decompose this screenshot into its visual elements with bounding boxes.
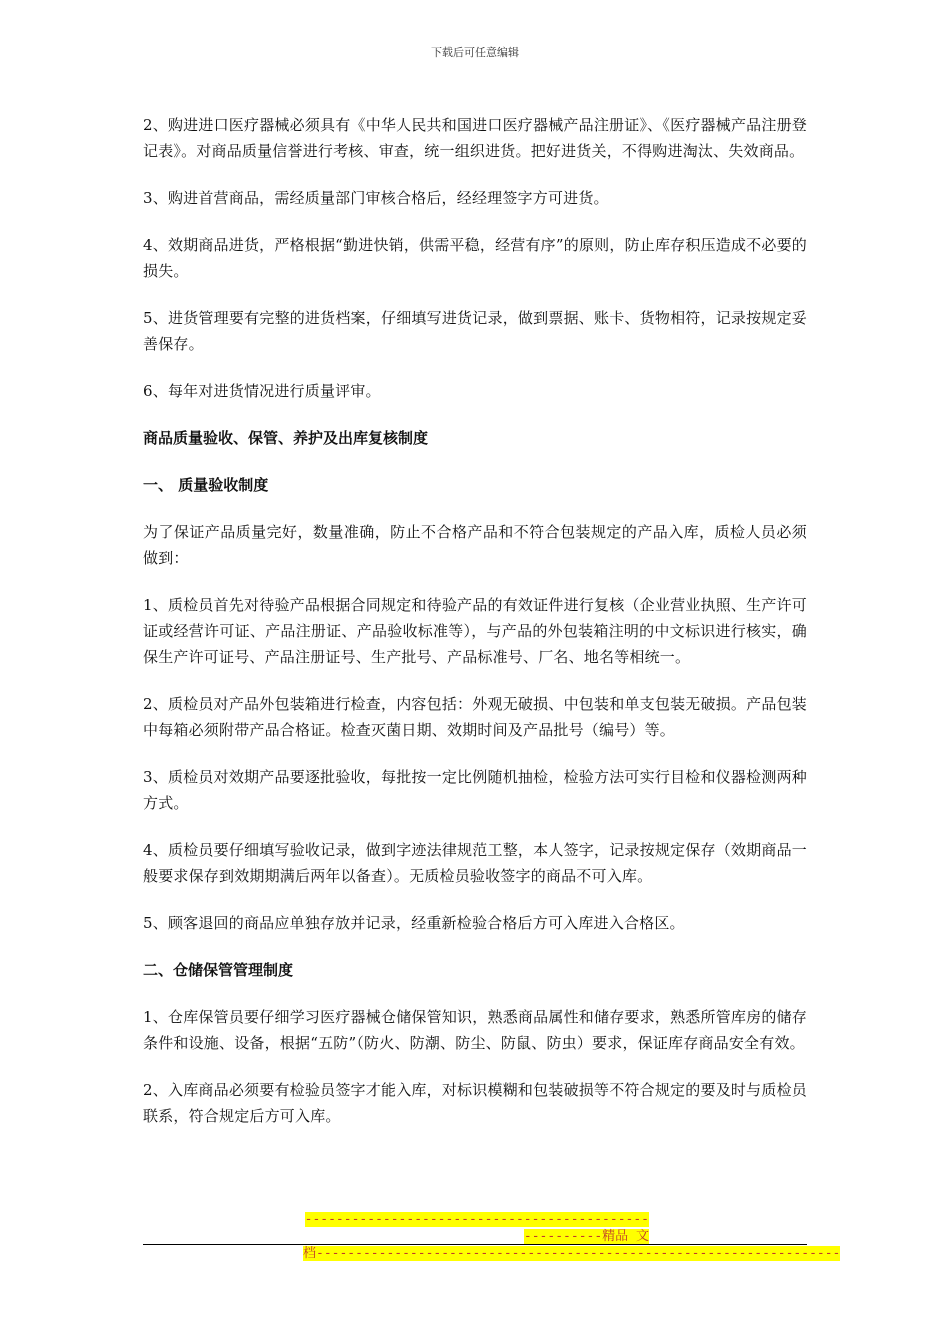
paragraph-import-device-registration: 2、购进进口医疗器械必须具有《中华人民共和国进口医疗器械产品注册证》、《医疗器械产品注册登记表》。对商品质量信誉进行考核、审查，统一组织进货。把好进货关，不得购进淘汰、失效商品。 bbox=[143, 116, 807, 160]
paragraph-purchase-records: 5、进货管理要有完整的进货档案，仔细填写进货记录，做到票据、账卡、货物相符，记录按规定妥善保存。 bbox=[143, 309, 807, 353]
document-body bbox=[143, 112, 807, 1150]
subsection-title-storage: 二、仓储保管管理制度 bbox=[143, 961, 294, 979]
footer-watermark bbox=[303, 1211, 841, 1262]
paragraph-inspection-intro: 为了保证产品质量完好，数量准确，防止不合格产品和不符合包装规定的产品入库，质检人员必须做到： bbox=[143, 523, 807, 567]
paragraph-storage-2: 2、入库商品必须要有检验员签字才能入库，对标识模糊和包装破损等不符合规定的要及时与质检员联系，符合规定后方可入库。 bbox=[143, 1081, 807, 1125]
paragraph-inspection-3: 3、质检员对效期产品要逐批验收，每批按一定比例随机抽检，检验方法可实行目检和仪器检测两种方式。 bbox=[143, 768, 807, 812]
footer-watermark-line-2: 档------------------------------------------------------------------- bbox=[303, 1246, 841, 1261]
paragraph-storage-1: 1、仓库保管员要仔细学习医疗器械仓储保管知识，熟悉商品属性和储存要求，熟悉所管库房的储存条件和设施、设备，根据“五防”（防火、防潮、防尘、防鼠、防虫）要求，保证库存商品安全有效。 bbox=[143, 1008, 807, 1052]
page-header-note: 下载后可任意编辑 bbox=[431, 46, 519, 59]
paragraph-annual-review: 6、每年对进货情况进行质量评审。 bbox=[143, 382, 381, 400]
paragraph-expiry-goods: 4、效期商品进货，严格根据“勤进快销，供需平稳，经营有序”的原则，防止库存积压造成不必要的损失。 bbox=[143, 236, 807, 280]
footer-watermark-line-1: ------------------------------------------------------精品 文 bbox=[304, 1212, 649, 1244]
paragraph-inspection-4: 4、质检员要仔细填写验收记录，做到字迹法律规范工整，本人签字，记录按规定保存（效期商品一般要求保存到效期期满后两年以备查）。无质检员验收签字的商品不可入库。 bbox=[143, 841, 807, 885]
paragraph-inspection-1: 1、质检员首先对待验产品根据合同规定和待验产品的有效证件进行复核（企业营业执照、生产许可证或经营许可证、产品注册证、产品验收标准等），与产品的外包装箱注明的中文标识进行核实，确保生产许可证号、产品注册证号、生产批号、产品标准号、厂名、地名等相统一。 bbox=[143, 596, 807, 666]
footer-divider bbox=[143, 1244, 807, 1245]
subsection-title-inspection: 一、 质量验收制度 bbox=[143, 476, 269, 494]
section-title: 商品质量验收、保管、养护及出库复核制度 bbox=[143, 429, 429, 447]
paragraph-inspection-2: 2、质检员对产品外包装箱进行检查，内容包括：外观无破损、中包装和单支包装无破损。产品包装中每箱必须附带产品合格证。检查灭菌日期、效期时间及产品批号（编号）等。 bbox=[143, 695, 807, 739]
paragraph-first-purchase: 3、购进首营商品，需经质量部门审核合格后，经经理签字方可进货。 bbox=[143, 189, 609, 207]
paragraph-inspection-5: 5、顾客退回的商品应单独存放并记录，经重新检验合格后方可入库进入合格区。 bbox=[143, 914, 685, 932]
